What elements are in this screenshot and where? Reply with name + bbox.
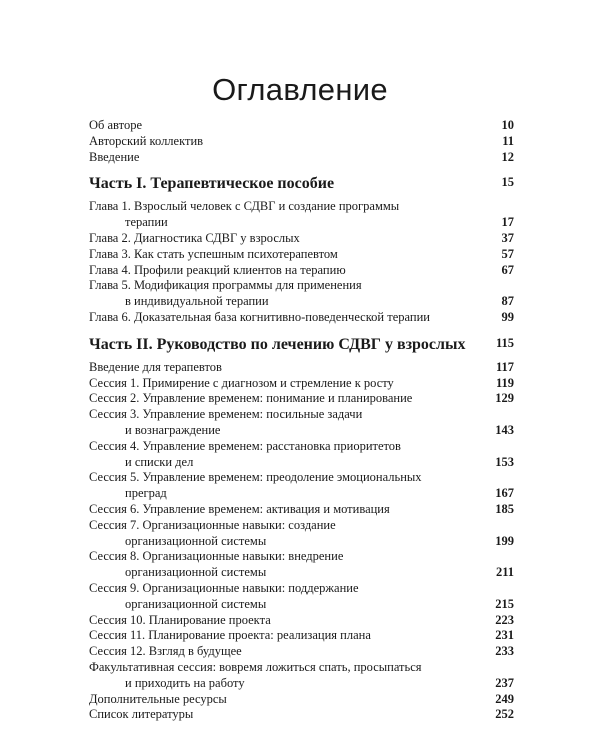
toc-page-number: 15	[501, 175, 514, 190]
toc-entry-title: Сессия 10. Планирование проекта	[89, 612, 271, 627]
toc-page-number: 231	[495, 628, 514, 643]
toc-entry-title-continued: и списки дел	[125, 454, 194, 469]
toc-page-number: 153	[495, 454, 514, 469]
toc-entry-title: Авторский коллектив	[89, 133, 204, 148]
toc-entry-session-4	[89, 439, 514, 471]
toc-entry-session-8	[89, 549, 514, 581]
toc-page-number: 10	[501, 118, 514, 132]
toc-page-number: 67	[501, 262, 514, 277]
toc-page-number: 185	[495, 501, 514, 516]
toc-entry-title-continued: организационной системы	[125, 565, 267, 580]
toc-entry-title-continued: организационной системы	[125, 596, 267, 611]
toc-entry-title: Введение	[89, 149, 140, 164]
toc-entry-title-continued: в индивидуальной терапии	[125, 294, 269, 309]
toc-page-number: 143	[495, 422, 514, 437]
toc-page-number: 12	[501, 149, 514, 164]
toc-entry-chapter-1	[89, 199, 514, 231]
toc-entry-title: Сессия 9. Организационные навыки: поддержание	[89, 580, 359, 595]
toc-entry-title: Сессия 4. Управление временем: расстановка приоритетов	[89, 438, 401, 453]
toc-entry-additional-resources	[89, 692, 514, 708]
toc-entry-title: Сессия 7. Организационные навыки: создание	[89, 517, 336, 532]
toc-page-number: 87	[501, 294, 514, 309]
toc-entry-introduction	[89, 150, 514, 166]
toc-part-title: Часть II. Руководство по лечению СДВГ у взрослых	[89, 335, 466, 353]
toc-entry-session-7	[89, 518, 514, 550]
toc-entry-title-continued: терапии	[125, 215, 168, 230]
toc-page-number: 167	[495, 486, 514, 501]
toc-entry-session-9	[89, 581, 514, 613]
toc-page-number: 57	[501, 246, 514, 261]
toc-entry-title: Сессия 8. Организационные навыки: внедрение	[89, 549, 344, 564]
toc-entry-session-1	[89, 376, 514, 392]
toc-entry-session-6	[89, 502, 514, 518]
toc-page-number: 211	[495, 565, 514, 580]
page-title: Оглавление	[212, 72, 388, 107]
toc-entry-title: Дополнительные ресурсы	[89, 691, 227, 706]
toc-entry-session-10	[89, 613, 514, 629]
toc-part-title: Часть I. Терапевтическое пособие	[89, 175, 335, 193]
toc-page-number: 215	[495, 596, 514, 611]
toc-entry-chapter-5	[89, 278, 514, 310]
toc-entry-title: Сессия 5. Управление временем: преодоление эмоциональных	[89, 470, 422, 485]
toc-page-number: 37	[501, 230, 514, 245]
toc-page-number: 233	[495, 644, 514, 659]
toc-page-number: 223	[495, 612, 514, 627]
toc-page-number: 237	[495, 675, 514, 690]
toc-entry-title: Сессия 6. Управление временем: активация и мотивация	[89, 501, 390, 516]
toc-page-number: 129	[495, 391, 514, 406]
toc-entry-optional-session	[89, 660, 514, 692]
table-of-contents	[89, 118, 514, 723]
toc-entry-session-5	[89, 470, 514, 502]
toc-entry-title: Сессия 11. Планирование проекта: реализация плана	[89, 628, 371, 643]
toc-page-number: 252	[495, 707, 514, 722]
toc-page-number: 117	[495, 359, 514, 374]
toc-entry-session-11	[89, 628, 514, 644]
toc-entry-about-author	[89, 118, 514, 134]
toc-page-number: 199	[495, 533, 514, 548]
toc-entry-session-3	[89, 407, 514, 439]
toc-entry-title: Сессия 1. Примирение с диагнозом и стремление к росту	[89, 375, 394, 390]
toc-page-number: 11	[502, 133, 514, 148]
toc-page-number: 119	[495, 375, 514, 390]
toc-entry-title: Сессия 3. Управление временем: посильные задачи	[89, 407, 363, 422]
toc-entry-title-continued: и вознаграждение	[125, 422, 221, 437]
toc-entry-chapter-2	[89, 231, 514, 247]
toc-entry-title-continued: и приходить на работу	[125, 675, 245, 690]
toc-page-number: 115	[495, 335, 514, 350]
toc-entry-title: Об авторе	[89, 118, 142, 132]
toc-part-2	[89, 335, 514, 355]
toc-entry-title: Глава 3. Как стать успешным психотерапевтом	[89, 246, 338, 261]
toc-entry-title: Глава 5. Модификация программы для применения	[89, 278, 362, 293]
toc-entry-title: Глава 6. Доказательная база когнитивно-поведенческой терапии	[89, 309, 430, 324]
toc-entry-chapter-4	[89, 263, 514, 279]
toc-entry-title: Факультативная сессия: вовремя ложиться спать, просыпаться	[89, 659, 422, 674]
toc-page-number: 249	[495, 691, 514, 706]
toc-page-number: 99	[501, 309, 514, 324]
toc-entry-title: Список литературы	[89, 707, 194, 722]
toc-entry-title-continued: преград	[125, 486, 167, 501]
toc-entry-chapter-3	[89, 247, 514, 263]
toc-entry-title: Сессия 2. Управление временем: понимание и планирование	[89, 391, 413, 406]
toc-entry-session-12	[89, 644, 514, 660]
toc-entry-session-2	[89, 391, 514, 407]
toc-page-number: 17	[501, 215, 514, 230]
toc-entry-bibliography	[89, 707, 514, 723]
toc-entry-title: Глава 1. Взрослый человек с СДВГ и создание программы	[89, 199, 400, 214]
toc-entry-intro-therapists	[89, 360, 514, 376]
toc-entry-title: Введение для терапевтов	[89, 359, 222, 374]
toc-entry-title: Глава 4. Профили реакций клиентов на терапию	[89, 262, 346, 277]
toc-entry-title: Сессия 12. Взгляд в будущее	[89, 644, 242, 659]
toc-entry-title: Глава 2. Диагностика СДВГ у взрослых	[89, 230, 300, 245]
toc-part-1	[89, 174, 514, 194]
toc-entry-authors-team	[89, 134, 514, 150]
toc-entry-chapter-6	[89, 310, 514, 326]
toc-entry-title-continued: организационной системы	[125, 533, 267, 548]
